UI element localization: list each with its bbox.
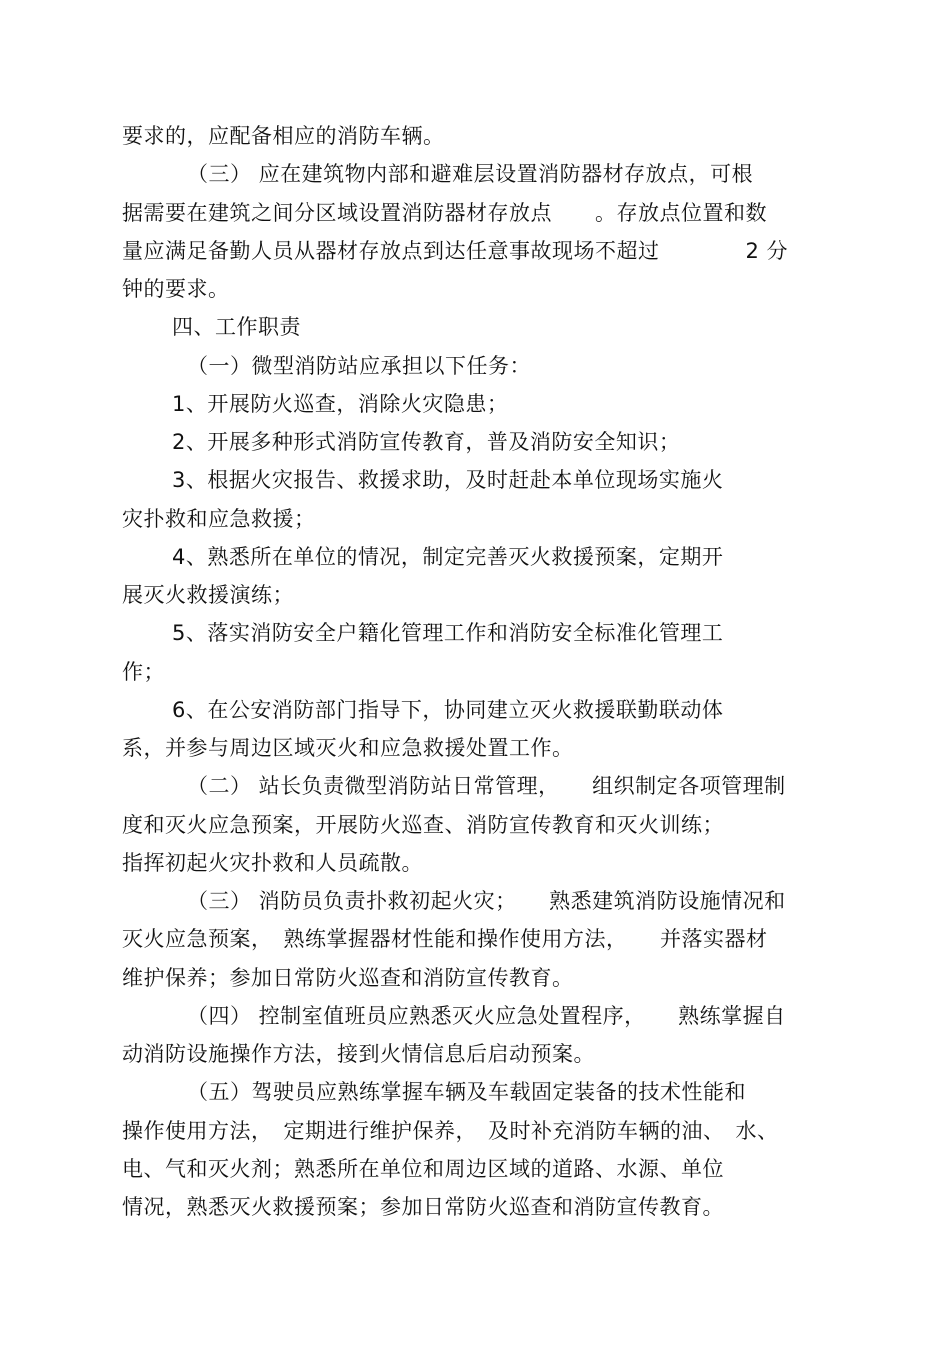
text-line: （二） 站长负责微型消防站日常管理， 组织制定各项管理制	[187, 774, 786, 798]
text-line: 情况，熟悉灭火救援预案；参加日常防火巡查和消防宣传教育。	[122, 1195, 724, 1219]
text-line: （三） 应在建筑物内部和避难层设置消防器材存放点，可根	[187, 162, 754, 186]
text-line: 量应满足备勤人员从器材存放点到达任意事故现场不超过 2 分	[122, 239, 789, 263]
text-line: 要求的，应配备相应的消防车辆。	[122, 124, 445, 148]
text-line: （一）微型消防站应承担以下任务：	[187, 354, 531, 378]
text-line: 4、熟悉所在单位的情况，制定完善灭火救援预案，定期开	[172, 545, 724, 569]
text-line: 灭火应急预案， 熟练掌握器材性能和操作使用方法， 并落实器材	[122, 927, 768, 951]
text-line: 钟的要求。	[122, 277, 230, 301]
text-line: 据需要在建筑之间分区域设置消防器材存放点 。存放点位置和数	[122, 201, 767, 225]
text-line: 电、气和灭火剂；熟悉所在单位和周边区域的道路、水源、单位	[122, 1157, 724, 1181]
text-line: 系，并参与周边区域灭火和应急救援处置工作。	[122, 736, 574, 760]
section-heading: 四、工作职责	[172, 315, 301, 339]
text-line: 动消防设施操作方法，接到火情信息后启动预案。	[122, 1042, 595, 1066]
text-line: 展灭火救援演练；	[122, 583, 294, 607]
text-line: 指挥初起火灾扑救和人员疏散。	[122, 851, 423, 875]
text-line: 操作使用方法， 定期进行维护保养， 及时补充消防车辆的油、 水、	[122, 1119, 779, 1143]
text-line: （五）驾驶员应熟练掌握车辆及车载固定装备的技术性能和	[187, 1080, 746, 1104]
text-line: 度和灭火应急预案，开展防火巡查、消防宣传教育和灭火训练；	[122, 813, 724, 837]
text-line: 维护保养；参加日常防火巡查和消防宣传教育。	[122, 966, 574, 990]
text-line: （三） 消防员负责扑救初起火灾； 熟悉建筑消防设施情况和	[187, 889, 786, 913]
text-line: 3、根据火灾报告、救援求助，及时赶赴本单位现场实施火	[172, 468, 724, 492]
text-line: 2、开展多种形式消防宣传教育，普及消防安全知识；	[172, 430, 681, 454]
text-line: 1、开展防火巡查，消除火灾隐患；	[172, 392, 509, 416]
text-line: （四） 控制室值班员应熟悉灭火应急处置程序， 熟练掌握自	[187, 1004, 786, 1028]
text-line: 5、落实消防安全户籍化管理工作和消防安全标准化管理工	[172, 621, 724, 645]
text-line: 作；	[122, 660, 165, 684]
text-line: 灾扑救和应急救援；	[122, 507, 316, 531]
text-line: 6、在公安消防部门指导下，协同建立灭火救援联勤联动体	[172, 698, 724, 722]
